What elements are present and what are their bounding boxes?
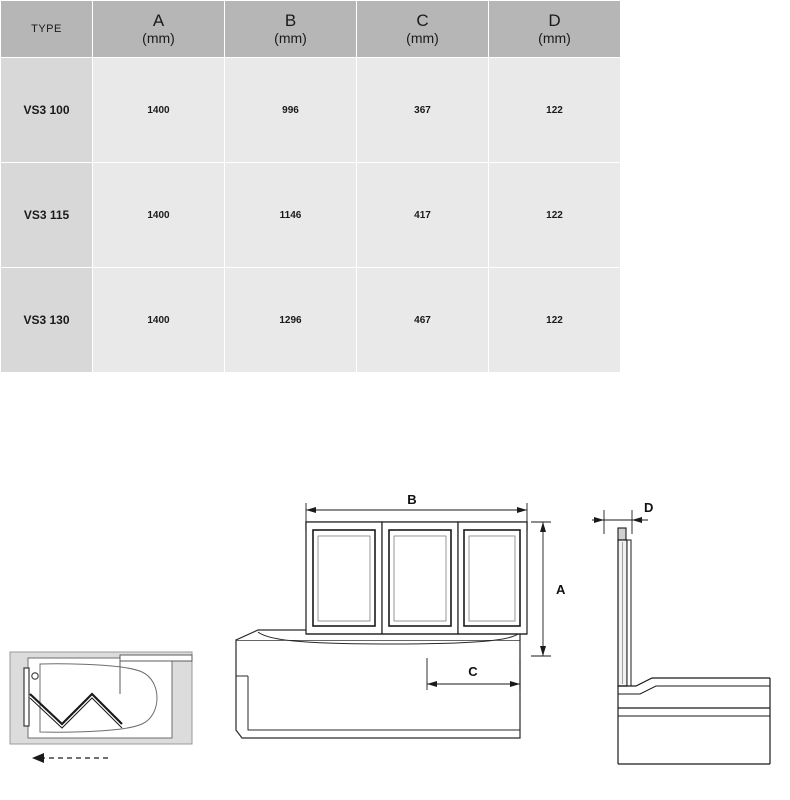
cell-type: VS3 100 — [1, 58, 93, 163]
cell-c: 367 — [357, 58, 489, 163]
cell-type: VS3 115 — [1, 163, 93, 268]
column-header-b-unit: (mm) — [274, 30, 307, 46]
cell-d: 122 — [489, 58, 621, 163]
front-view-three-panel-bath-screen — [236, 492, 566, 738]
dimension-label-d: D — [644, 500, 654, 515]
dimension-label-c: C — [468, 664, 478, 679]
specification-table — [0, 0, 621, 373]
cell-b: 1296 — [225, 268, 357, 373]
dimension-label-a: A — [556, 582, 566, 597]
column-header-a-unit: (mm) — [142, 30, 175, 46]
cell-type: VS3 130 — [1, 268, 93, 373]
cell-c: 467 — [357, 268, 489, 373]
cell-a: 1400 — [93, 58, 225, 163]
table-row — [1, 58, 621, 163]
cell-b: 1146 — [225, 163, 357, 268]
cell-b: 996 — [225, 58, 357, 163]
column-header-c-unit: (mm) — [406, 30, 439, 46]
cell-a: 1400 — [93, 268, 225, 373]
table-header-row — [1, 1, 621, 58]
technical-drawings — [0, 462, 790, 800]
column-header-d-unit: (mm) — [538, 30, 571, 46]
column-header-type-label: TYPE — [31, 23, 62, 35]
cell-a: 1400 — [93, 163, 225, 268]
table-row — [1, 163, 621, 268]
cell-d: 122 — [489, 163, 621, 268]
cell-d: 122 — [489, 268, 621, 373]
column-header-c — [357, 1, 489, 58]
column-header-d-label: D — [548, 11, 561, 30]
dimension-label-b: B — [407, 492, 417, 507]
column-header-a-label: A — [152, 11, 165, 30]
column-header-type — [1, 1, 93, 58]
column-header-a — [93, 1, 225, 58]
side-view-profile-detail — [592, 500, 770, 764]
column-header-b — [225, 1, 357, 58]
cell-c: 417 — [357, 163, 489, 268]
plan-view-bath-with-folding-screen — [10, 652, 192, 763]
column-header-b-label: B — [284, 11, 297, 30]
table-row — [1, 268, 621, 373]
column-header-c-label: C — [416, 11, 429, 30]
column-header-d — [489, 1, 621, 58]
